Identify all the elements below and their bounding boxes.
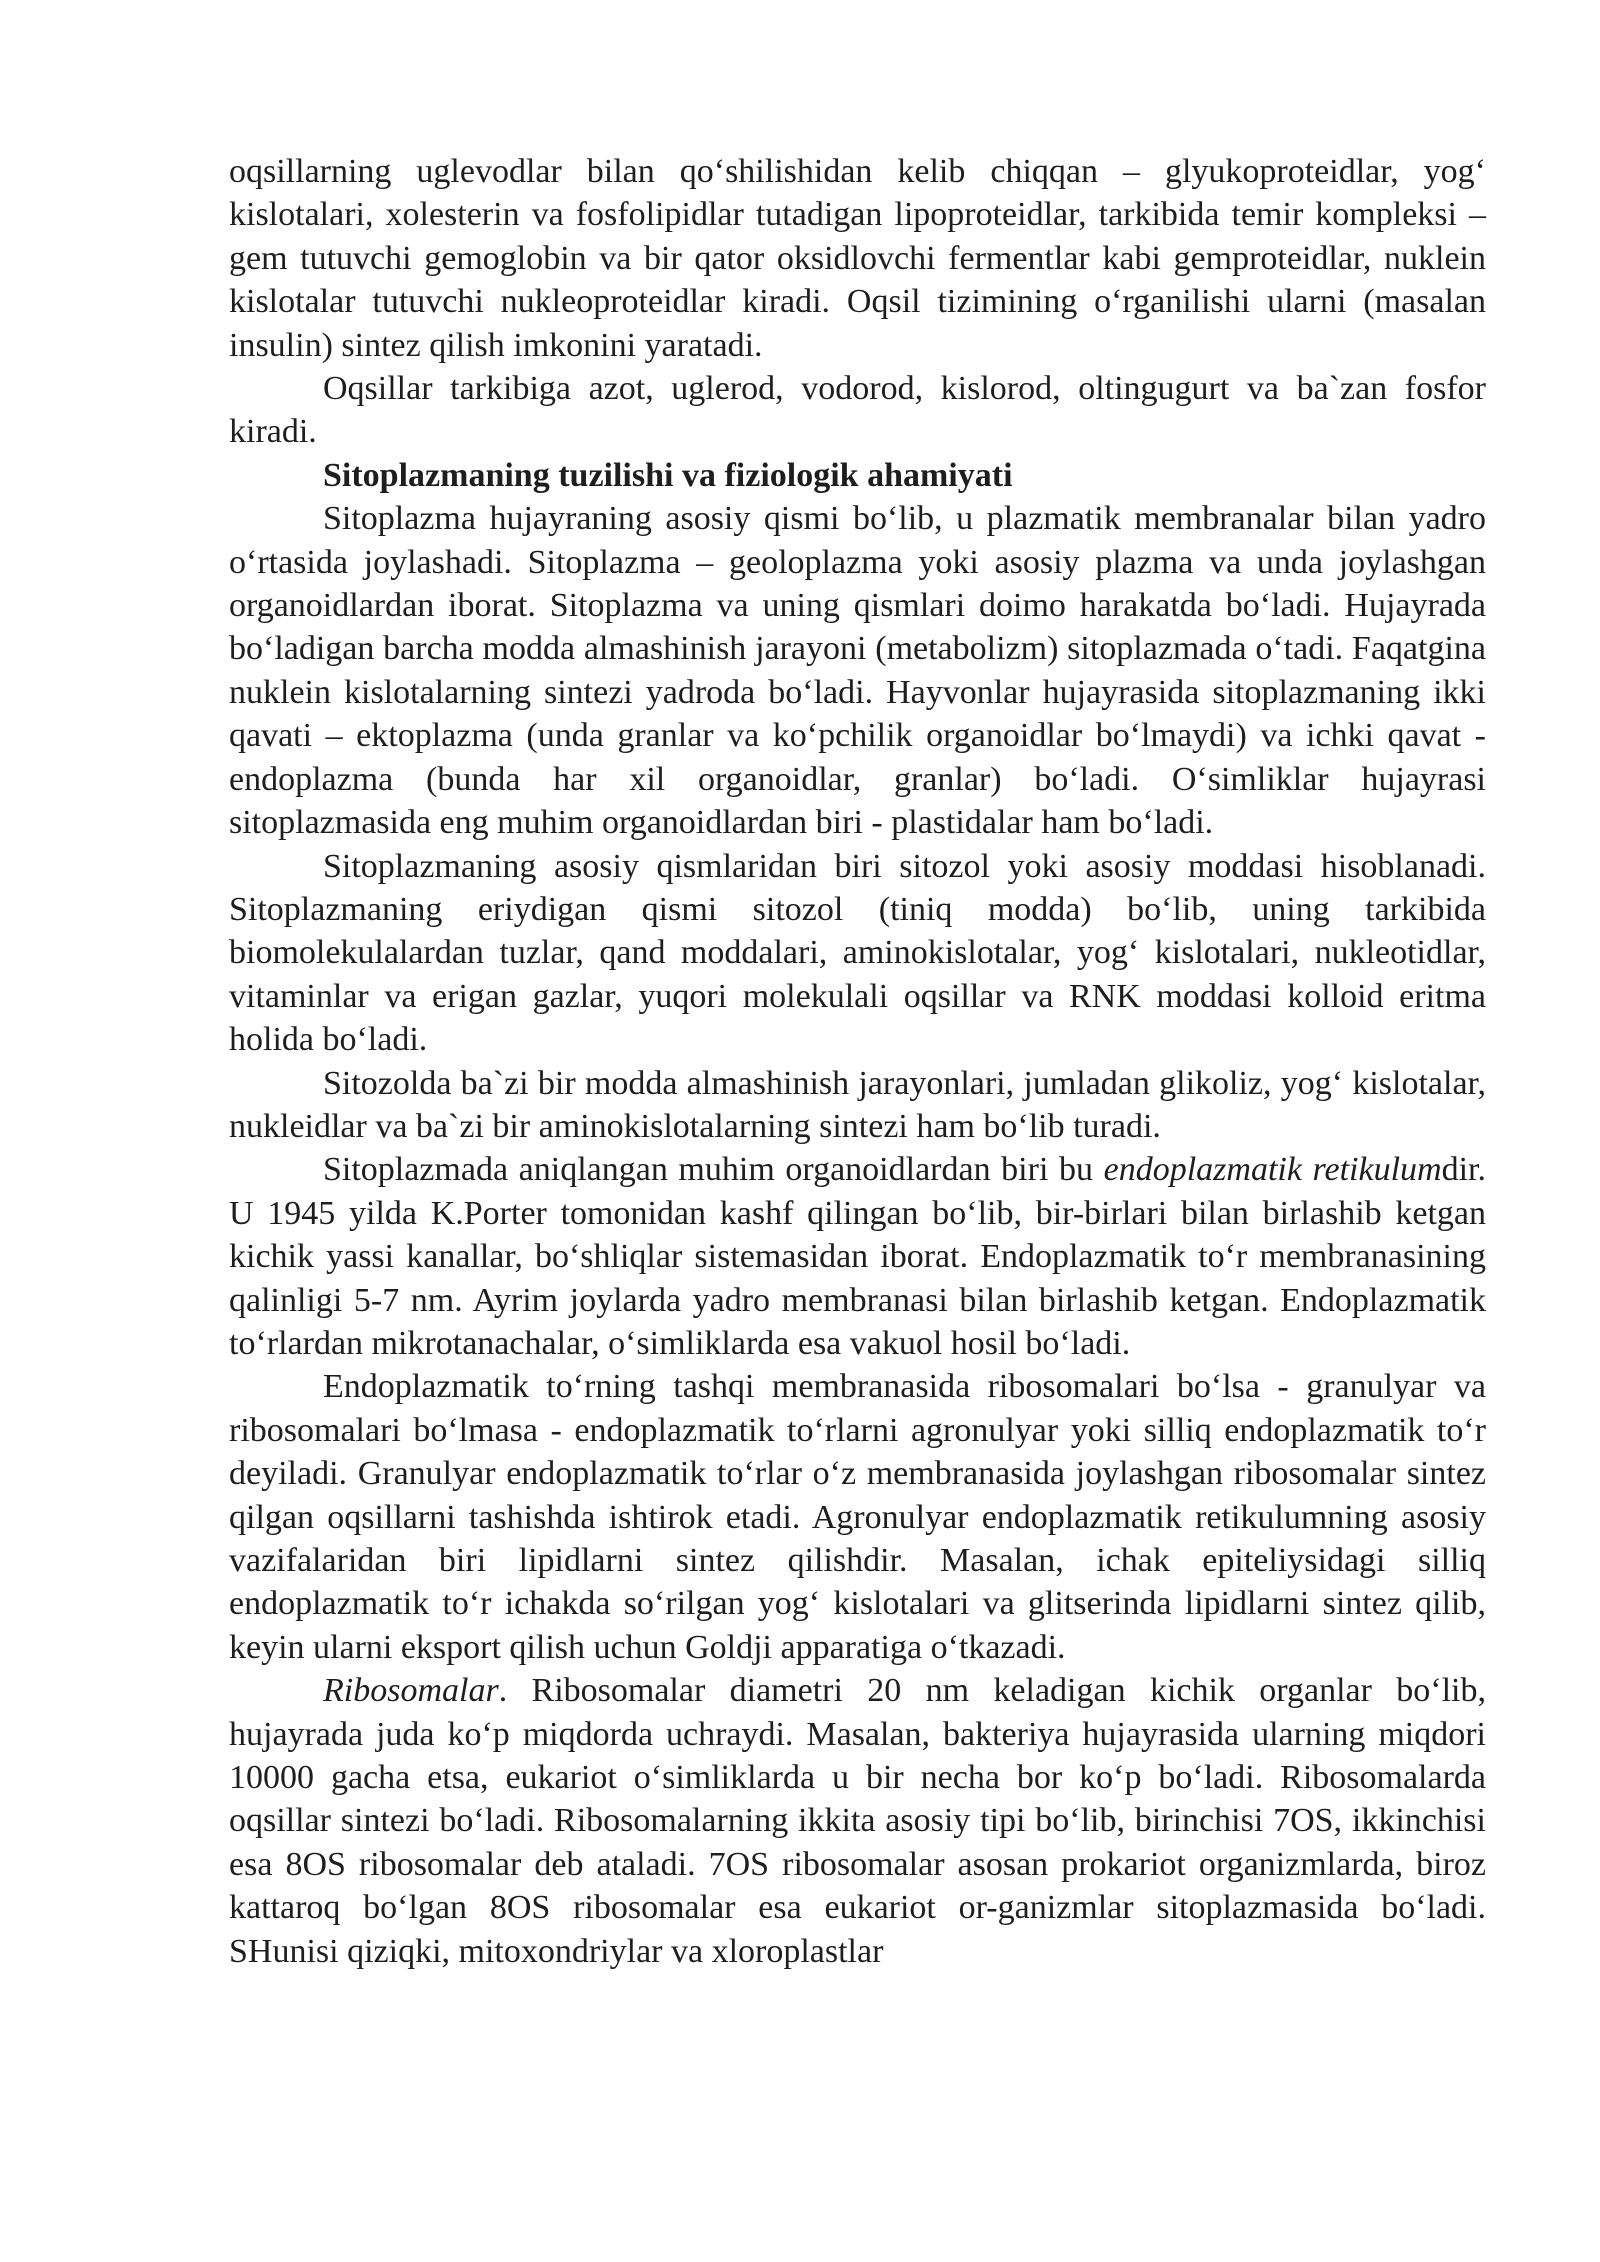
paragraph-elements: Oqsillar tarkibiga azot, uglerod, vodorod, kislorod, oltingugurt va ba`zan fosfor kiradi. xyxy=(229,370,1486,451)
ribosome-text-rest: . Ribosomalar diametri 20 nm keladigan kichik organlar bo‘lib, hujayrada juda ko‘p miqdorda uchraydi. Masalan, bakteriya hujayrasida ularning miqdori 10000 gacha etsa, eukariot o‘simliklarda u bir necha bor ko‘p bo‘ladi. Ribosomalarda oqsillar sintezi bo‘ladi. Ribosomalarning ikkita asosiy tipi bo‘lib, birinchisi 7OS, ikkinchisi esa 8OS ribosomalar deb ataladi. 7OS ribosomalar asosan prokariot organizmlarda, biroz kattaroq bo‘lgan 8OS ribosomalar esa eukariot or-ganizmlar sitoplazmasida bo‘ladi. SHunisi qiziqki, mitoxondriylar va xloroplastlar xyxy=(229,1672,1486,1970)
paragraph-cytosol: Sitoplazmaning asosiy qismlaridan biri sitozol yoki asosiy moddasi hisoblanadi. Sitoplazmaning eriydigan qismi sitozol (tiniq modda) bo‘lib, uning tarkibida biomolekulalardan tuzlar, qand moddalari, aminokislotalar, yog‘ kislotalari, nukleotidlar, vitaminlar va erigan gazlar, yuqori molekulali oqsillar va RNK moddasi kolloid eritma holida bo‘ladi. xyxy=(229,847,1486,1059)
er-term: endoplazmatik retikulum xyxy=(1103,1151,1442,1189)
er-text-start: Sitoplazmada aniqlangan muhim organoidlardan biri bu xyxy=(323,1151,1104,1189)
paragraph-endoplasmic-reticulum xyxy=(229,1148,1486,1365)
paragraph-cytoplasm: Sitoplazma hujayraning asosiy qismi bo‘lib, u plazmatik membranalar bilan yadro o‘rtasida joylashadi. Sitoplazma – geoloplazma yoki asosiy plazma va unda joylashgan organoidlardan iborat. Sitoplazma va uning qismlari doimo harakatda bo‘ladi. Hujayrada bo‘ladigan barcha modda almashinish jarayoni (metabolizm) sitoplazmada o‘tadi. Faqatgina nuklein kislotalarning sintezi yadroda bo‘ladi. Hayvonlar hujayrasida sitoplazmaning ikki qavati – ektoplazma (unda granlar va ko‘pchilik organoidlar bo‘lmaydi) va ichki qavat - endoplazma (bunda har xil organoidlar, granlar) bo‘ladi. O‘simliklar hujayrasi sitoplazmasida eng muhim organoidlardan biri - plastidalar ham bo‘ladi. xyxy=(229,500,1486,842)
ribosome-term: Ribosomalar xyxy=(323,1672,499,1710)
document-page xyxy=(229,150,1486,1973)
paragraph-cytosol-metabolism: Sitozolda ba`zi bir modda almashinish jarayonlari, jumladan glikoliz, yog‘ kislotalar, nukleidlar va ba`zi bir aminokislotalarning sintezi ham bo‘lib turadi. xyxy=(229,1064,1486,1145)
er-text-rest: dir. U 1945 yilda K.Porter tomonidan kashf qilingan bo‘lib, bir-birlari bilan birlashib ketgan kichik yassi kanallar, bo‘shliqlar sistemasidan iborat. Endoplazmatik to‘r membranasining qalinligi 5-7 nm. Ayrim joylarda yadro membranasi bilan birlashib ketgan. Endoplazmatik to‘rlardan mikrotanachalar, o‘simliklarda esa vakuol hosil bo‘ladi. xyxy=(229,1151,1486,1362)
paragraph-er-types: Endoplazmatik to‘rning tashqi membranasida ribosomalari bo‘lsa - granulyar va ribosomalari bo‘lmasa - endoplazmatik to‘rlarni agronulyar yoki silliq endoplazmatik to‘r deyiladi. Granulyar endoplazmatik to‘rlar o‘z membranasida joylashgan ribosomalar sintez qilgan oqsillarni tashishda ishtirok etadi. Agronulyar endoplazmatik retikulumning asosiy vazifalaridan biri lipidlarni sintez qilishdir. Masalan, ichak epiteliysidagi silliq endoplazmatik to‘r ichakda so‘rilgan yog‘ kislotalari va glitserinda lipidlarni sintez qilib, keyin ularni eksport qilish uchun Goldji apparatiga o‘tkazadi. xyxy=(229,1368,1486,1666)
paragraph-ribosomes xyxy=(229,1669,1486,1973)
paragraph-intro: oqsillarning uglevodlar bilan qo‘shilishidan kelib chiqqan – glyukoproteidlar, yog‘ kislotalari, xolesterin va fosfolipidlar tutadigan lipoproteidlar, tarkibida temir kompleksi – gem tutuvchi gemoglobin va bir qator oksidlovchi fermentlar kabi gemproteidlar, nuklein kislotalar tutuvchi nukleoproteidlar kiradi. Oqsil tizimining o‘rganilishi ularni (masalan insulin) sintez qilish imkonini yaratadi. xyxy=(229,153,1486,364)
section-heading: Sitoplazmaning tuzilishi va fiziologik ahamiyati xyxy=(323,456,1013,494)
